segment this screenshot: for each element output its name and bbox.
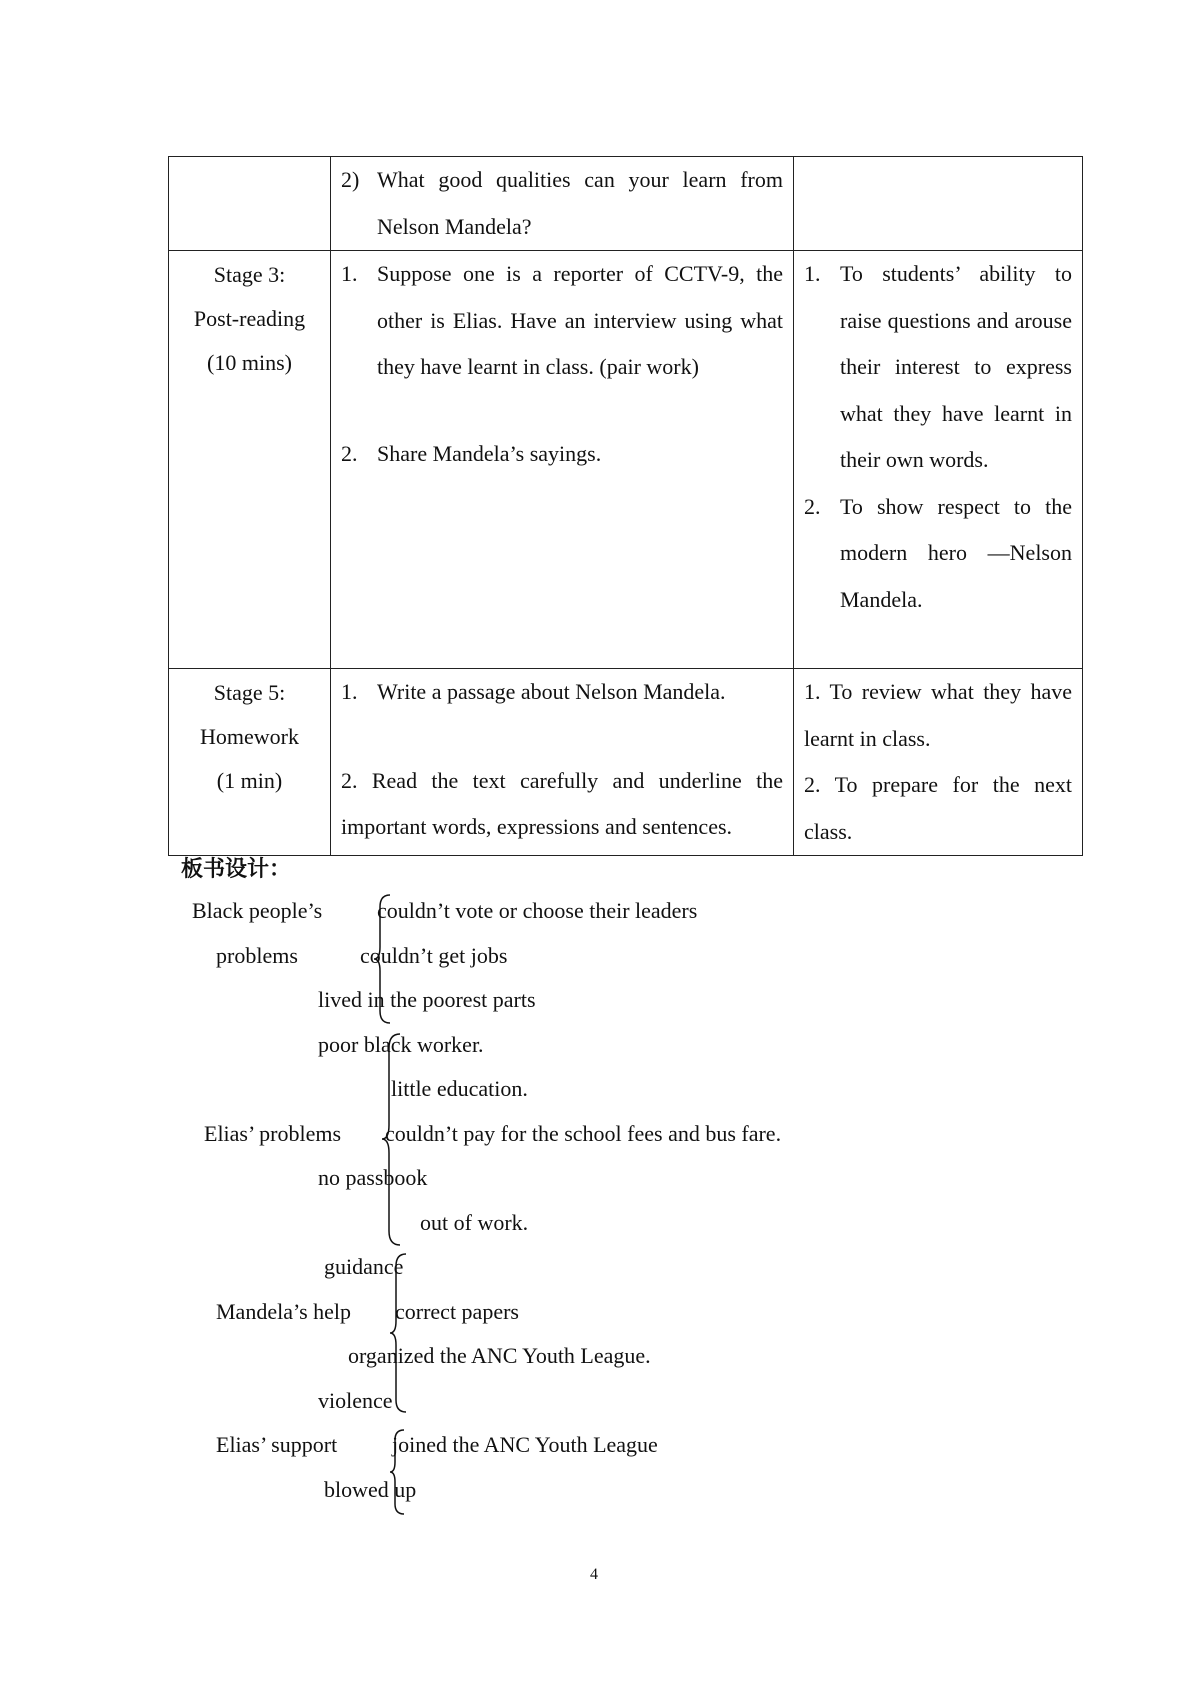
stage-name: Stage 5: (213, 680, 286, 705)
board-line: problems (216, 943, 298, 968)
stage-cell (169, 669, 331, 856)
item-number: 1. (341, 261, 358, 286)
activity-text: Write a passage about Nelson Mandela. (377, 679, 726, 704)
board-line: violence (318, 1388, 393, 1413)
activity-cell (331, 669, 794, 856)
board-line: couldn’t get jobs (360, 943, 508, 968)
board-line: Elias’ support (216, 1432, 338, 1457)
stage-phase: Homework (200, 724, 299, 749)
board-line: no passbook (318, 1165, 428, 1190)
board-line: couldn’t vote or choose their leaders (377, 898, 698, 923)
page-number: 4 (590, 1566, 598, 1583)
purpose-cell (794, 157, 1083, 251)
table-row (169, 251, 1083, 669)
lesson-plan-table (168, 156, 1083, 856)
board-line: Elias’ problems (204, 1121, 342, 1146)
board-design-title: 板书设计： (181, 857, 292, 882)
board-line: couldn’t pay for the school fees and bus fare. (385, 1121, 782, 1146)
board-line: out of work. (420, 1210, 529, 1235)
board-line: Mandela’s help (216, 1299, 352, 1324)
activity-text: Suppose one is a reporter of CCTV-9, the other is Elias. Have an interview using what they have learnt in class. (pair work) (377, 261, 783, 379)
stage-cell (169, 157, 331, 251)
item-number: 1. (804, 261, 821, 286)
activity-cell (331, 157, 794, 251)
activity-text: What good qualities can your learn from Nelson Mandela? (377, 167, 783, 239)
table-row (169, 157, 1083, 251)
stage-duration: (10 mins) (207, 350, 292, 375)
purpose-cell (794, 669, 1083, 856)
purpose-text: To show respect to the modern hero —Nelson Mandela. (840, 493, 1072, 612)
purpose-text: 2. To prepare for the next class. (804, 772, 1072, 844)
board-line: little education. (391, 1076, 528, 1101)
board-line: Black people’s (192, 898, 323, 923)
activity-cell (331, 251, 794, 669)
board-line: correct papers (395, 1299, 519, 1324)
item-number: 2. (341, 440, 358, 466)
board-line: blowed up (324, 1477, 417, 1502)
item-number: 1. (341, 679, 358, 704)
item-number: 2. (804, 493, 821, 519)
board-line: lived in the poorest parts (318, 987, 536, 1012)
item-number: 2) (341, 167, 360, 192)
board-line: organized the ANC Youth League. (348, 1343, 651, 1368)
stage-name: Stage 3: (213, 262, 286, 287)
purpose-text: 1. To review what they have learnt in class. (804, 679, 1072, 751)
activity-text: Share Mandela’s sayings. (377, 440, 602, 466)
board-line: guidance (324, 1254, 404, 1279)
purpose-cell (794, 251, 1083, 669)
stage-duration: (1 min) (216, 768, 283, 793)
activity-text: 2. Read the text carefully and underline the important words, expressions and sentences. (341, 767, 783, 839)
board-line: poor black worker. (318, 1032, 484, 1057)
board-line: joined the ANC Youth League (392, 1432, 658, 1457)
stage-cell (169, 251, 331, 669)
table-row (169, 669, 1083, 856)
purpose-text: To students’ ability to raise questions and arouse their interest to express what they have learnt in their own words. (840, 261, 1072, 472)
stage-phase: Post-reading (193, 306, 306, 331)
